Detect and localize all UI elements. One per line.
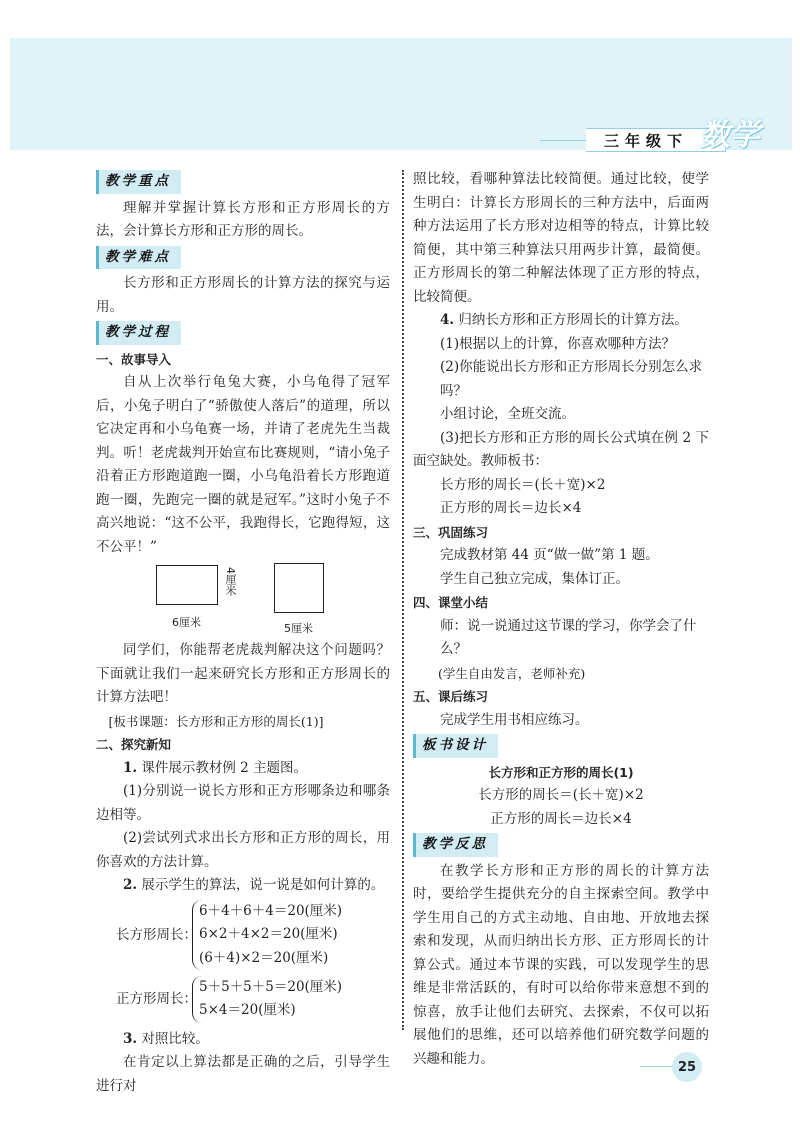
- right-column: [413, 168, 709, 1071]
- page-number-rule: [640, 1066, 674, 1067]
- left-column: [96, 168, 390, 1098]
- board-rectangle-formula: 长方形的周长＝(长＋宽)×2: [478, 787, 644, 803]
- square-figure: [274, 563, 324, 613]
- square-equation-2: 5×4＝20(厘米): [199, 1002, 296, 1018]
- grade-label: 三年级下: [586, 128, 726, 152]
- step-1a: (1)分别说一说长方形和正方形哪条边和哪条边相等。: [96, 783, 390, 823]
- rect-equation-2: 6×2＋4×2＝20(厘米): [199, 926, 338, 942]
- practice-text-2: 学生自己独立完成，集体订正。: [440, 570, 629, 587]
- board-square-formula: 正方形的周长＝边长×4: [490, 810, 632, 827]
- section-story-title: 一、故事导入: [96, 351, 172, 367]
- rectangle-figure: [156, 565, 218, 605]
- step-1b: (2)尝试列式求出长方形和正方形的周长，用你喜欢的方法计算。: [96, 830, 390, 870]
- step-4a: (1)根据以上的计算，你喜欢哪种方法？: [440, 335, 676, 352]
- square-perimeter-label: 正方形周长：: [116, 990, 197, 1007]
- practice-text-1: 完成教材第 44 页“做一做”第 1 题。: [440, 547, 659, 563]
- step-4: 4. 归纳长方形和正方形周长的计算方法。: [440, 312, 688, 328]
- story-text-2: 同学们，你能帮老虎裁判解决这个问题吗？下面就让我们一起来研究长方形和正方形周长的计算方法吧！: [96, 642, 390, 705]
- subject-label: 数学: [700, 118, 760, 153]
- section-summary-title: 四、课堂小结: [413, 595, 489, 610]
- formula-rectangle: 长方形的周长＝(长＋宽)×2: [440, 476, 606, 493]
- rect-equation-1: 6＋4＋6＋4＝20(厘米): [199, 902, 343, 919]
- tag-process: 教学过程: [96, 321, 181, 345]
- section-practice-title: 三、巩固练习: [413, 524, 489, 540]
- step-4b: (2)你能说出长方形和正方形周长分别怎么求吗？: [440, 359, 703, 399]
- summary-text-2: (学生自由发言，老师补充): [438, 665, 586, 681]
- tag-board-design: 板书设计: [413, 734, 498, 758]
- header-rule: [540, 140, 590, 141]
- homework-text: 完成学生用书相应练习。: [440, 711, 589, 728]
- comparison-text: 照比较，看哪种算法比较简便。通过比较，使学生明白：计算长方形周长的三种方法中，后面两种方法运用了长方形对边相等的特点，计算比较简便，其中第三种算法只用两步计算，最简便。正方形周长的第二种解法体现了正方形的特点，比较简便。: [413, 171, 709, 305]
- summary-text-1: 师：说一说通过这节课的学习，你学会了什么？: [440, 617, 697, 657]
- step-4d: (3)把长方形和正方形的周长公式填在例 2 下面空缺处。教师板书：: [413, 429, 709, 469]
- tag-focus: 教学重点: [96, 170, 181, 194]
- column-divider: [402, 170, 404, 1030]
- step-3: 3. 对照比较。: [123, 1030, 209, 1047]
- square-perimeter-methods: [96, 976, 390, 1026]
- focus-text: 理解并掌握计算长方形和正方形周长的方法，会计算长方形和正方形的周长。: [96, 199, 390, 239]
- tag-difficulty: 教学难点: [96, 246, 181, 270]
- story-text: 自从上次举行龟兔大赛，小乌龟得了冠军后，小兔子明白了“骄傲使人落后”的道理，所以它决定再和小乌龟赛一场，并请了老虎先生当裁判。听！老虎裁判开始宣布比赛规则，“请小兔子沿着正方形跑道跑一圈，小乌龟沿着长方形跑道跑一圈，先跑完一圈的就是冠军。”这时小兔子不高兴地说：“这不公平，我跑得长，它跑得短，这不公平！”: [96, 374, 390, 555]
- shape-figures: [96, 563, 390, 633]
- square-equation-1: 5＋5＋5＋5＝20(厘米): [199, 978, 343, 995]
- square-side-label: 5厘米: [284, 622, 313, 635]
- step-4c: 小组讨论，全班交流。: [440, 406, 575, 422]
- formula-square: 正方形的周长＝边长×4: [440, 500, 582, 516]
- tag-reflection: 教学反思: [413, 833, 498, 857]
- page-number: 25: [672, 1052, 702, 1082]
- rect-perimeter-methods: [96, 900, 390, 972]
- step-1: 1. 课件展示教材例 2 主题图。: [123, 759, 308, 776]
- section-homework-title: 五、课后练习: [413, 689, 489, 704]
- reflection-text: 在教学长方形和正方形的周长的计算方法时，要给学生提供充分的自主探索空间。教学中学生用自己的方式主动地、自由地、开放地去探索和发现，从而归纳出长方形、正方形周长的计算公式。通过本节课的实践，可以发现学生的思维是非常活跃的，有时可以给你带来意想不到的惊喜，放手让他们去研究、去探索，不仅可以拓展他们的思维，还可以培养他们研究数学问题的兴趣和能力。: [413, 862, 709, 1067]
- section-explore-title: 二、探究新知: [96, 737, 172, 752]
- rect-height-label: 4厘米: [224, 567, 237, 596]
- rect-equation-3: (6＋4)×2＝20(厘米): [199, 949, 329, 966]
- board-title: [板书课题：长方形和正方形的周长(1)]: [108, 713, 324, 729]
- step-3-text: 在肯定以上算法都是正确的之后，引导学生进行对: [96, 1054, 390, 1094]
- square-equations: [192, 976, 342, 1023]
- board-heading: 长方形和正方形的周长(1): [488, 764, 634, 780]
- step-2: 2. 展示学生的算法，说一说是如何计算的。: [123, 877, 385, 893]
- difficulty-text: 长方形和正方形周长的计算方法的探究与运用。: [96, 275, 390, 315]
- rect-equations: [192, 900, 342, 971]
- rect-perimeter-label: 长方形周长：: [116, 926, 197, 943]
- rect-width-label: 6厘米: [172, 616, 201, 629]
